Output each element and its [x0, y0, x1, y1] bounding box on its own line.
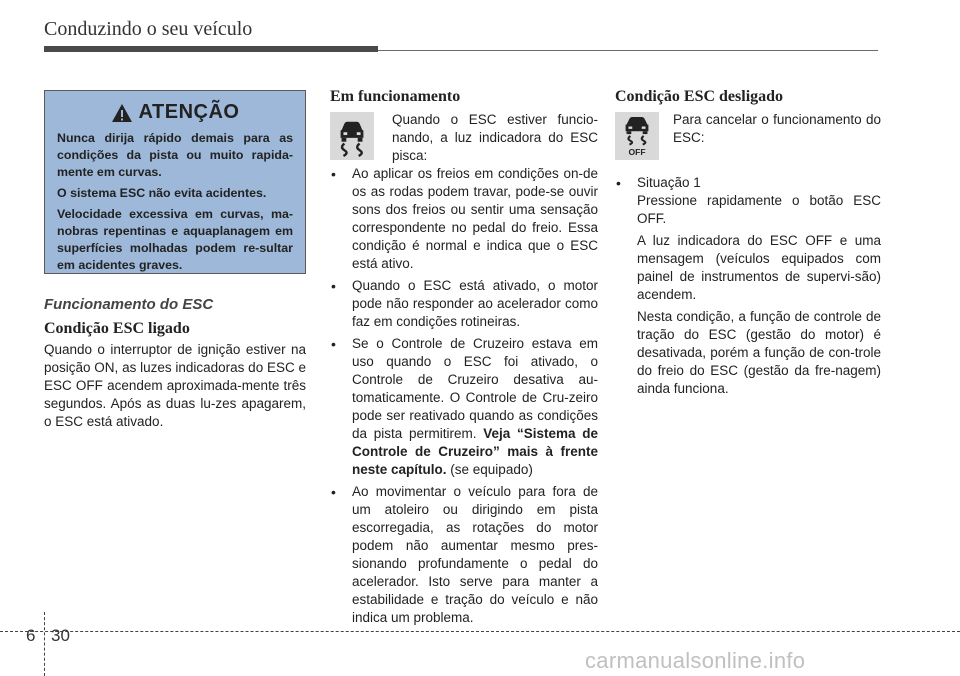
warning-box — [44, 90, 306, 274]
page-header-title: Conduzindo o seu veículo — [44, 18, 253, 40]
watermark-text: carmanualsonline.info — [585, 648, 806, 673]
header-rule — [378, 50, 878, 51]
paragraph-esc-on: Quando o interruptor de ignição estiver na posição ON, as luzes indicadoras do ESC e ESC OFF acendem aproximada-mente três segundos. Após as duas lu-zes apagarem, o ESC está ativado. — [44, 342, 306, 429]
situation-list — [615, 174, 881, 402]
list-item: • Se o Controle de Cruzeiro estava em uso quando o ESC foi ativado, o Controle de Cruzeiro desativa au-tomaticamente. O Controle de Cru-zeiro pode ser reativado quando as condições da pista permitirem. Veja “Sistema de Controle de Cruzeiro” mais à frente neste capítulo. (se equipado) — [330, 335, 598, 479]
page-number: 30 — [51, 626, 70, 645]
esc-off-intro: Para cancelar o funcionamento do ESC: — [673, 112, 881, 145]
in-operation-list — [330, 165, 598, 631]
heading-esc-off: Condição ESC desligado — [615, 88, 784, 105]
section-title: Funcionamento do ESC — [44, 296, 214, 313]
warning-header — [57, 101, 293, 124]
situation-paragraph: Pressione rapidamente o botão ESC OFF. — [637, 193, 881, 226]
warning-paragraph: Velocidade excessiva em curvas, ma-nobras repentinas e aquaplanagem em superfícies molhadas podem re-sultar em acidentes graves. — [57, 207, 293, 272]
footer-rule — [0, 631, 960, 632]
esc-indicator-icon — [330, 112, 374, 160]
warning-paragraph: O sistema ESC não evita acidentes. — [57, 186, 267, 200]
situation-paragraph: A luz indicadora do ESC OFF e uma mensagem (veículos equipados com painel de instrumentos de supervi-são) acendem. — [637, 233, 881, 302]
esc-off-indicator-icon — [615, 112, 659, 160]
header-bar — [44, 46, 378, 52]
situation-label: • Situação 1 — [615, 174, 881, 192]
list-item: • Ao aplicar os freios em condições on-de os as rodas podem travar, pode-se ouvir sons dos freios ou sentir uma sensação correspondente no pedal do freio. Essa condição é normal e indica que o ESC está ativo. — [330, 165, 598, 273]
situation-paragraph: Nesta condição, a função de controle de tração do ESC (gestão do motor) é desativada, porém a função de con-trole do freio do ESC (gestão da fre-nagem) ainda funciona. — [637, 309, 881, 396]
heading-in-operation: Em funcionamento — [330, 88, 461, 105]
warning-paragraph: Nunca dirija rápido demais para as condições da pista ou muito rapida-mente em curvas. — [57, 131, 293, 179]
page-section-number: 6 — [26, 626, 36, 645]
svg-text:OFF: OFF — [628, 147, 646, 157]
footer-divider — [44, 612, 45, 676]
list-item: • Ao movimentar o veículo para fora de um atoleiro ou dirigindo em pista escorregadia, as rotações do motor podem não aumentar mesmo pres-sionando profundamente o pedal do acelerador. Isto serve para manter a estabilidade e tração do veículo e não indica um problema. — [330, 483, 598, 627]
heading-esc-on: Condição ESC ligado — [44, 320, 190, 337]
in-operation-intro: Quando o ESC estiver funcio-nando, a luz indicadora do ESC pisca: — [392, 112, 598, 163]
warning-triangle-icon — [111, 103, 133, 123]
list-item: • Quando o ESC está ativado, o motor pode não responder ao acelerador como faz em condições rotineiras. — [330, 277, 598, 331]
warning-title: ATENÇÃO — [138, 101, 240, 123]
cross-reference: Veja “Sistema de Controle de Cruzeiro” mais à frente neste capítulo. — [352, 426, 599, 477]
